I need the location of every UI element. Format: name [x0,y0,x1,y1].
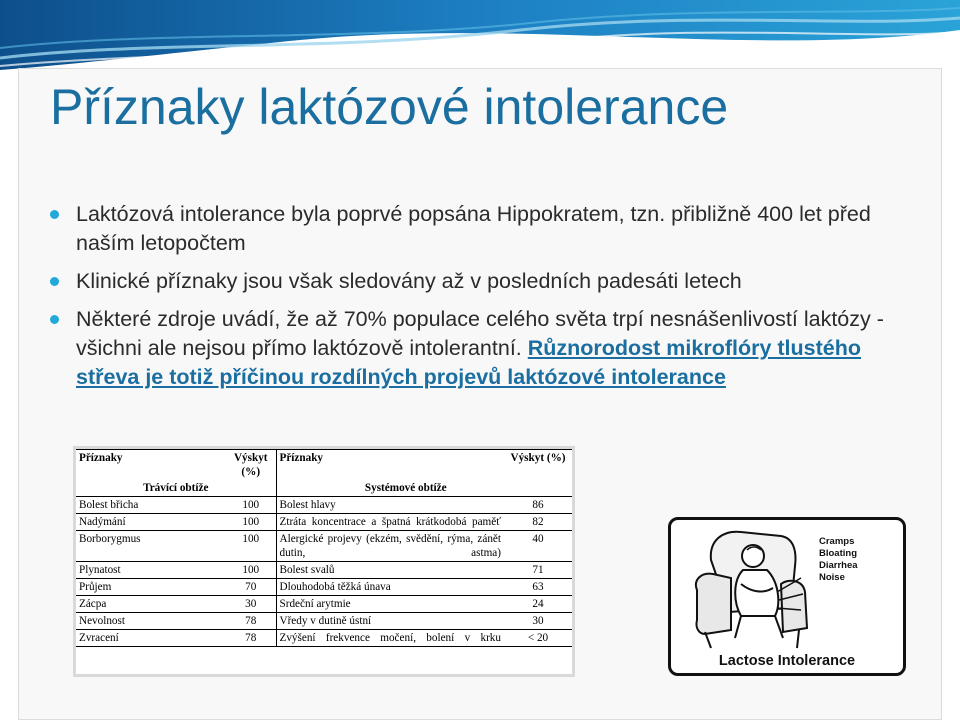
incidence-cell: 78 [226,630,276,647]
table-row [76,579,572,596]
bullet-text: Klinické příznaky jsou však sledovány až v posledních padesáti letech [76,269,742,293]
bullet-dot-icon [50,277,59,286]
symptom-cell: Nadýmání [76,514,226,531]
symptom-cell: Bolest břicha [76,497,226,514]
incidence-cell: 86 [504,497,572,514]
symptom-cell: Bolest svalů [276,562,504,579]
symptom-word: Bloating [819,548,857,559]
bullet-text: Některé zdroje uvádí, že až 70% populace celého světa trpí nesnášenlivostí laktózy - všichni ale nejsou přímo laktózově intolerantní. [76,307,884,360]
bullet-item [48,305,923,392]
table-row [76,630,572,647]
symptom-cell: Zvracení [76,630,226,647]
incidence-cell: 100 [226,497,276,514]
table-row [76,497,572,514]
group-systemic: Systémové obtíže [276,480,572,497]
incidence-cell: 71 [504,562,572,579]
incidence-cell: 24 [504,596,572,613]
lactose-intolerance-illustration [668,517,906,676]
header-symptoms-left: Příznaky [76,450,226,481]
incidence-cell: 63 [504,579,572,596]
bullet-dot-icon [50,315,59,324]
table-row [76,514,572,531]
header-incidence-right: Výskyt (%) [504,450,572,481]
incidence-cell: 40 [504,531,572,562]
incidence-cell: 82 [504,514,572,531]
group-digestive: Trávící obtíže [143,482,209,494]
symptom-table [76,449,572,647]
table-header-row [76,450,572,481]
bullet-item [48,200,923,258]
incidence-cell: 100 [226,562,276,579]
symptom-cell: Nevolnost [76,613,226,630]
symptom-cell: Průjem [76,579,226,596]
incidence-cell: 30 [504,613,572,630]
symptom-cell: Srdeční arytmie [276,596,504,613]
symptom-word: Noise [819,572,845,583]
slide-title: Příznaky laktózové intolerance [50,79,729,135]
bullet-text: Laktózová intolerance byla poprvé popsána Hippokratem, tzn. přibližně 400 let před naším letopočtem [76,202,871,255]
table-row [76,531,572,562]
incidence-cell: 100 [226,531,276,562]
incidence-cell: 30 [226,596,276,613]
incidence-cell: < 20 [504,630,572,647]
table-row [76,596,572,613]
incidence-cell: 78 [226,613,276,630]
symptom-cell: Vředy v dutině ústní [276,613,504,630]
table-row [76,562,572,579]
symptom-cell: Zvýšení frekvence močení, bolení v krku [276,630,504,647]
symptom-cell: Ztráta koncentrace a špatná krátkodobá paměť [276,514,504,531]
symptom-cell: Borborygmus [76,531,226,562]
decorative-header-band [0,0,960,75]
symptom-cell: Plynatost [76,562,226,579]
symptom-word: Diarrhea [819,560,858,571]
symptom-cell: Dlouhodobá těžká únava [276,579,504,596]
symptom-cell: Bolest hlavy [276,497,504,514]
bullet-dot-icon [50,210,59,219]
incidence-cell: 100 [226,514,276,531]
table-row [76,613,572,630]
table-body [76,497,572,647]
symptom-cell: Zácpa [76,596,226,613]
bullet-list [48,200,923,401]
illustration-caption: Lactose Intolerance [718,653,856,669]
symptom-word: Cramps [819,536,855,547]
bullet-emphasis-link[interactable]: Různorodost mikroflóry tlustého střeva je totiž příčinou rozdílných projevů laktózové intolerance [76,336,861,389]
incidence-cell: 70 [226,579,276,596]
symptom-table-image [76,449,572,674]
table-group-row [76,480,572,497]
bullet-item [48,267,923,296]
person-in-armchair-icon [671,520,903,650]
header-incidence-left: Výskyt (%) [226,450,276,481]
header-symptoms-right: Příznaky [276,450,504,481]
symptom-cell: Alergické projevy (ekzém, svědění, rýma, zánět dutin, astma) [276,531,504,562]
